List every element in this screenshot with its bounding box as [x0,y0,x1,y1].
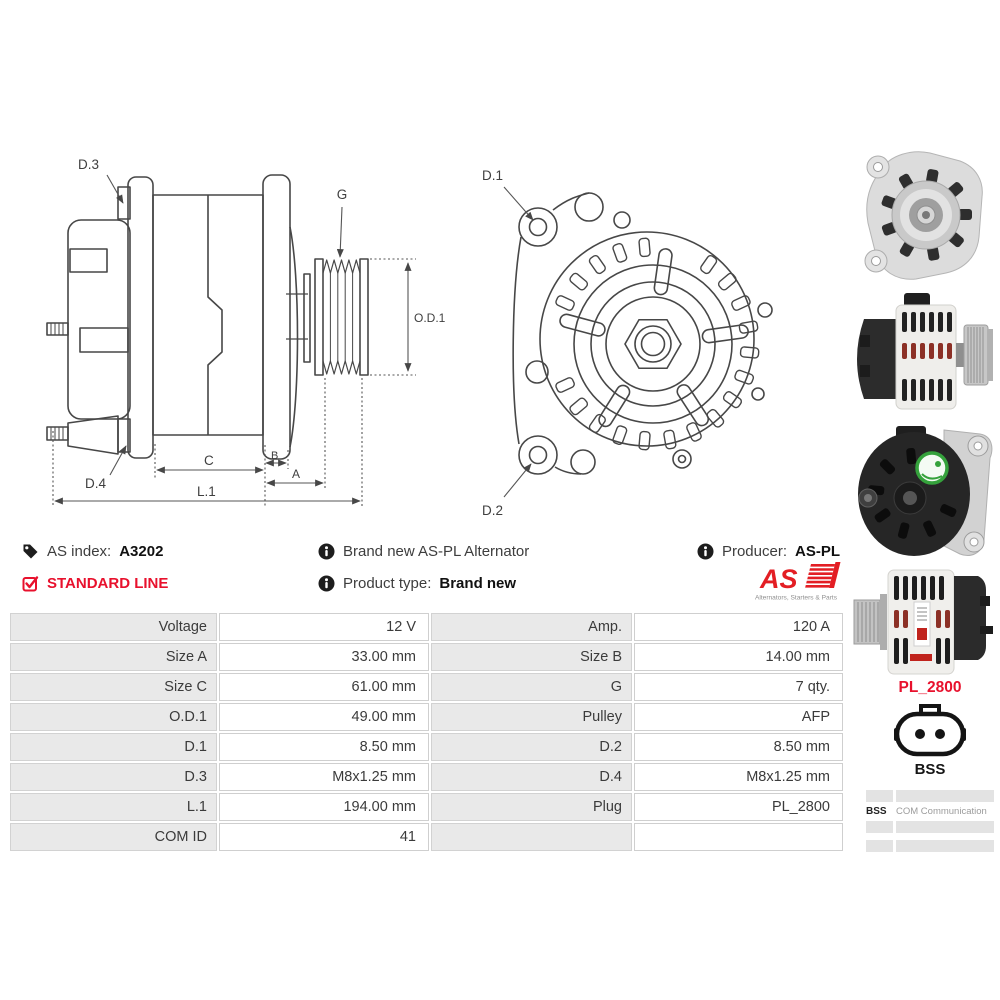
spec-value-cell: PL_2800 [634,793,843,821]
table-row [10,703,841,731]
info-icon [697,543,714,560]
spec-label-cell: G [431,673,632,701]
legend-row [866,821,994,833]
dim-label-od1: O.D.1 [414,311,446,325]
dim-label-b: B [271,450,279,462]
product-type-line [318,570,516,596]
spec-value-cell: M8x1.25 mm [219,763,429,791]
spec-value-cell: 14.00 mm [634,643,843,671]
spec-value-cell: 120 A [634,613,843,641]
legend-row-bss [866,804,994,819]
producer-value: AS-PL [795,542,840,560]
spec-value-cell [634,823,843,851]
dimension-arrows [504,187,533,497]
dim-label-d4: D.4 [85,476,107,491]
spec-table [10,613,841,853]
dim-label-d3: D.3 [78,157,100,172]
legend-row [866,790,994,802]
legend-row [866,840,994,852]
plug-type-label: BSS [914,761,946,778]
spec-label-cell: Voltage [10,613,217,641]
spec-label-cell: D.3 [10,763,217,791]
photo-alternator-front [852,145,998,285]
plug-code-label: PL_2800 [898,679,962,696]
legend-value: COM Communication [896,806,987,817]
spec-label-cell: Plug [431,793,632,821]
spec-label-cell: Size A [10,643,217,671]
photo-alternator-rear [852,424,998,564]
dim-label-c: C [204,453,214,468]
producer-label: Producer: [721,542,787,560]
spec-value-cell: 49.00 mm [219,703,429,731]
description-line [318,538,529,564]
legend-key: BSS [866,806,887,817]
spec-value-cell: 12 V [219,613,429,641]
dimension-lines [53,175,416,507]
product-photo-column [852,145,998,678]
spec-label-cell [431,823,632,851]
alternator-side-outline [47,175,368,459]
spec-label-cell: D.2 [431,733,632,761]
spec-label-cell: Size C [10,673,217,701]
spec-value-cell: 61.00 mm [219,673,429,701]
photo-alternator-side [852,287,998,422]
logo-tagline: Alternators, Starters & Parts [754,594,838,602]
spec-label-cell: D.1 [10,733,217,761]
plug-connector-icon [894,704,966,762]
spec-value-cell: 8.50 mm [634,733,843,761]
spec-value-cell: 194.00 mm [219,793,429,821]
spec-label-cell: Size B [431,643,632,671]
as-index-value: A3202 [119,542,164,560]
spec-label-cell: Pulley [431,703,632,731]
dim-label-g: G [336,187,348,202]
standard-line-badge [22,570,168,596]
alternator-front-outline [513,193,772,474]
table-row [10,613,841,641]
table-row [10,673,841,701]
dim-label-d1: D.1 [482,168,504,183]
product-type-label: Product type: [343,574,432,592]
info-icon [318,543,335,560]
as-pl-logo [746,560,844,602]
product-description: Brand new AS-PL Alternator [343,542,530,560]
spec-value-cell: AFP [634,703,843,731]
spec-value-cell: 33.00 mm [219,643,429,671]
info-icon [318,575,335,592]
spec-label-cell: O.D.1 [10,703,217,731]
spec-label-cell: L.1 [10,793,217,821]
logo-brand-text: AS [760,564,798,594]
connector-legend [866,790,994,854]
table-row [10,733,841,761]
spec-value-cell: 7 qty. [634,673,843,701]
as-index-label: AS index: [47,542,112,560]
as-index-line [22,538,163,564]
spec-label-cell: COM ID [10,823,217,851]
photo-alternator-side-2 [852,566,998,678]
table-row [10,793,841,821]
table-row [10,643,841,671]
standard-line-label: STANDARD LINE [47,574,169,592]
spec-label-cell: D.4 [431,763,632,791]
spec-label-cell: Amp. [431,613,632,641]
logo-stripes [805,562,840,588]
dim-label-a: A [292,467,301,481]
side-view-drawing [30,147,450,522]
spec-value-cell: M8x1.25 mm [634,763,843,791]
spec-value-cell: 41 [219,823,429,851]
checkbox-checked-icon [22,575,39,592]
spec-value-cell: 8.50 mm [219,733,429,761]
tag-icon [22,543,39,560]
dim-label-d2: D.2 [482,503,504,518]
front-view-drawing [460,147,840,527]
dim-label-l1: L.1 [197,484,216,499]
table-row [10,763,841,791]
table-row [10,823,841,851]
product-type-value: Brand new [439,574,517,592]
